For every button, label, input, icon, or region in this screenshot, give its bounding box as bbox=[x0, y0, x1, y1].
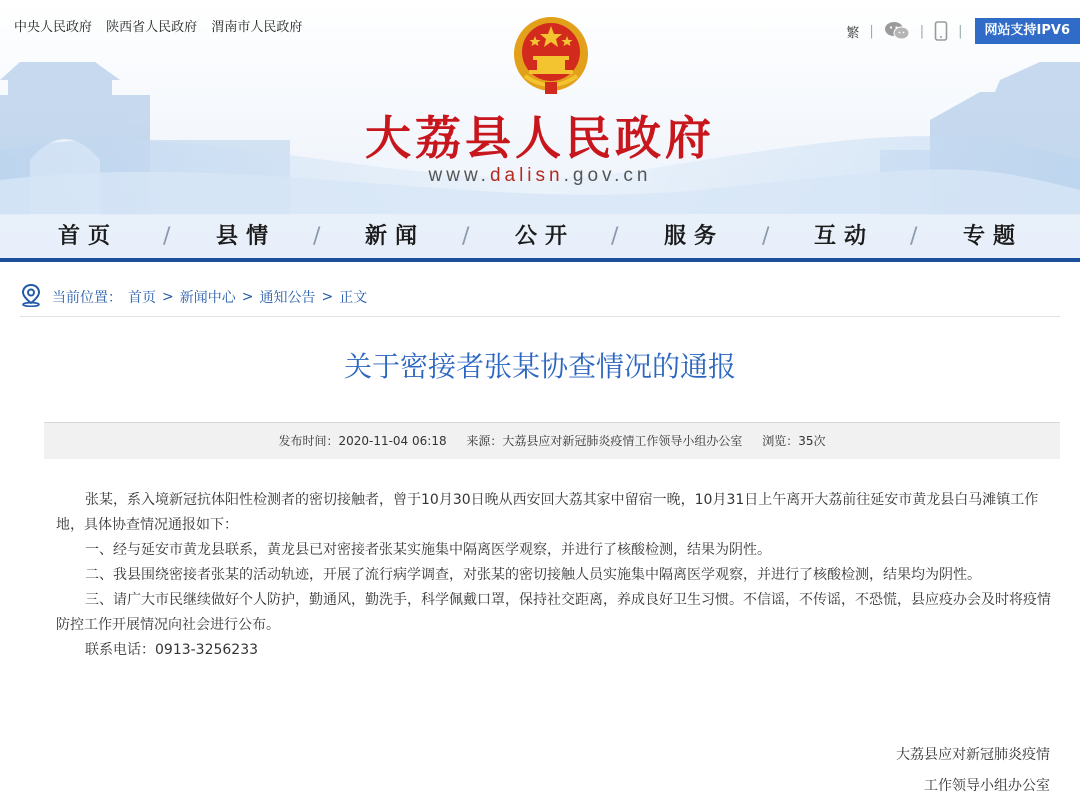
nav-separator: / bbox=[163, 224, 171, 249]
nav-item-home[interactable]: 首页 bbox=[58, 224, 119, 249]
article-title: 关于密接者张某协查情况的通报 bbox=[343, 350, 736, 383]
breadcrumb-current: 正文 bbox=[339, 290, 368, 306]
location-pin-icon bbox=[20, 283, 42, 311]
signature-line: 工作领导小组办公室 bbox=[924, 778, 1050, 794]
nav-item-interact[interactable]: 互动 bbox=[814, 224, 875, 249]
nav-separator: / bbox=[313, 224, 321, 249]
site-domain: www.dalisn.gov.cn bbox=[428, 165, 652, 186]
nav-item-topics[interactable]: 专题 bbox=[963, 224, 1024, 249]
breadcrumb: 当前位置： 首页 > 新闻中心 > 通知公告 > 正文 bbox=[20, 284, 367, 310]
nav-separator: / bbox=[611, 224, 619, 249]
site-title: 大荔县人民政府 bbox=[365, 111, 715, 165]
site-header bbox=[0, 0, 1080, 262]
nav-separator: / bbox=[910, 224, 918, 249]
traditional-chinese-toggle[interactable]: 繁 bbox=[846, 25, 860, 41]
header-tools: 繁 | | | 网站支持IPV6 bbox=[846, 18, 1080, 44]
breadcrumb-label: 当前位置： bbox=[52, 290, 122, 306]
article-signature bbox=[896, 740, 1050, 802]
article-paragraph: 张某，系入境新冠抗体阳性检测者的密切接触者，曾于10月30日晚从西安回大荔其家中留宿一晚，10月31日上午离开大荔前往延安市黄龙县白马滩镇工作地，具体协查情况通报如下： bbox=[56, 492, 1039, 533]
nav-separator: / bbox=[762, 224, 770, 249]
article-paragraph: 三、请广大市民继续做好个人防护，勤通风，勤洗手，科学佩戴口罩，保持社交距离，养成良好卫生习惯。不信谣，不传谣，不恐慌，县应疫办会及时将疫情防控工作开展情况向社会进行公布。 bbox=[56, 592, 1051, 633]
breadcrumb-news-center[interactable]: 新闻中心 bbox=[179, 290, 236, 306]
nav-accent-bar bbox=[0, 258, 1080, 262]
nav-item-county[interactable]: 县情 bbox=[216, 224, 277, 249]
article-body bbox=[56, 488, 1056, 663]
article-paragraph: 一、经与延安市黄龙县联系，黄龙县已对密接者张某实施集中隔离医学观察，并进行了核酸检测，结果为阴性。 bbox=[85, 542, 771, 558]
article-source: 来源：大荔县应对新冠肺炎疫情工作领导小组办公室 bbox=[466, 434, 743, 448]
breadcrumb-notices[interactable]: 通知公告 bbox=[259, 290, 316, 306]
main-nav bbox=[0, 214, 1080, 260]
nav-item-news[interactable]: 新闻 bbox=[365, 224, 426, 249]
gov-link-weinan[interactable]: 渭南市人民政府 bbox=[211, 20, 303, 35]
wechat-icon[interactable] bbox=[884, 21, 910, 41]
breadcrumb-divider bbox=[20, 316, 1060, 317]
nav-item-public[interactable]: 公开 bbox=[515, 224, 576, 249]
gov-links bbox=[14, 16, 312, 35]
publish-time: 发布时间：2020-11-04 06:18 bbox=[278, 434, 447, 448]
contact-phone: 联系电话：0913-3256233 bbox=[85, 642, 259, 658]
national-emblem-icon bbox=[511, 14, 591, 100]
ipv6-badge[interactable]: 网站支持IPV6 bbox=[975, 18, 1080, 44]
breadcrumb-home[interactable]: 首页 bbox=[128, 290, 156, 306]
nav-item-service[interactable]: 服务 bbox=[664, 224, 725, 249]
signature-line: 大荔县应对新冠肺炎疫情 bbox=[896, 747, 1050, 763]
gov-link-central[interactable]: 中央人民政府 bbox=[14, 20, 93, 35]
article-meta bbox=[44, 422, 1060, 459]
article-paragraph: 二、我县围绕密接者张某的活动轨迹，开展了流行病学调查，对张某的密切接触人员实施集中隔离医学观察，并进行了核酸检测，结果均为阴性。 bbox=[85, 567, 981, 583]
nav-separator: / bbox=[462, 224, 470, 249]
gov-link-shaanxi[interactable]: 陕西省人民政府 bbox=[106, 20, 198, 35]
view-count: 浏览：35次 bbox=[762, 434, 826, 448]
mobile-icon[interactable] bbox=[934, 21, 948, 41]
